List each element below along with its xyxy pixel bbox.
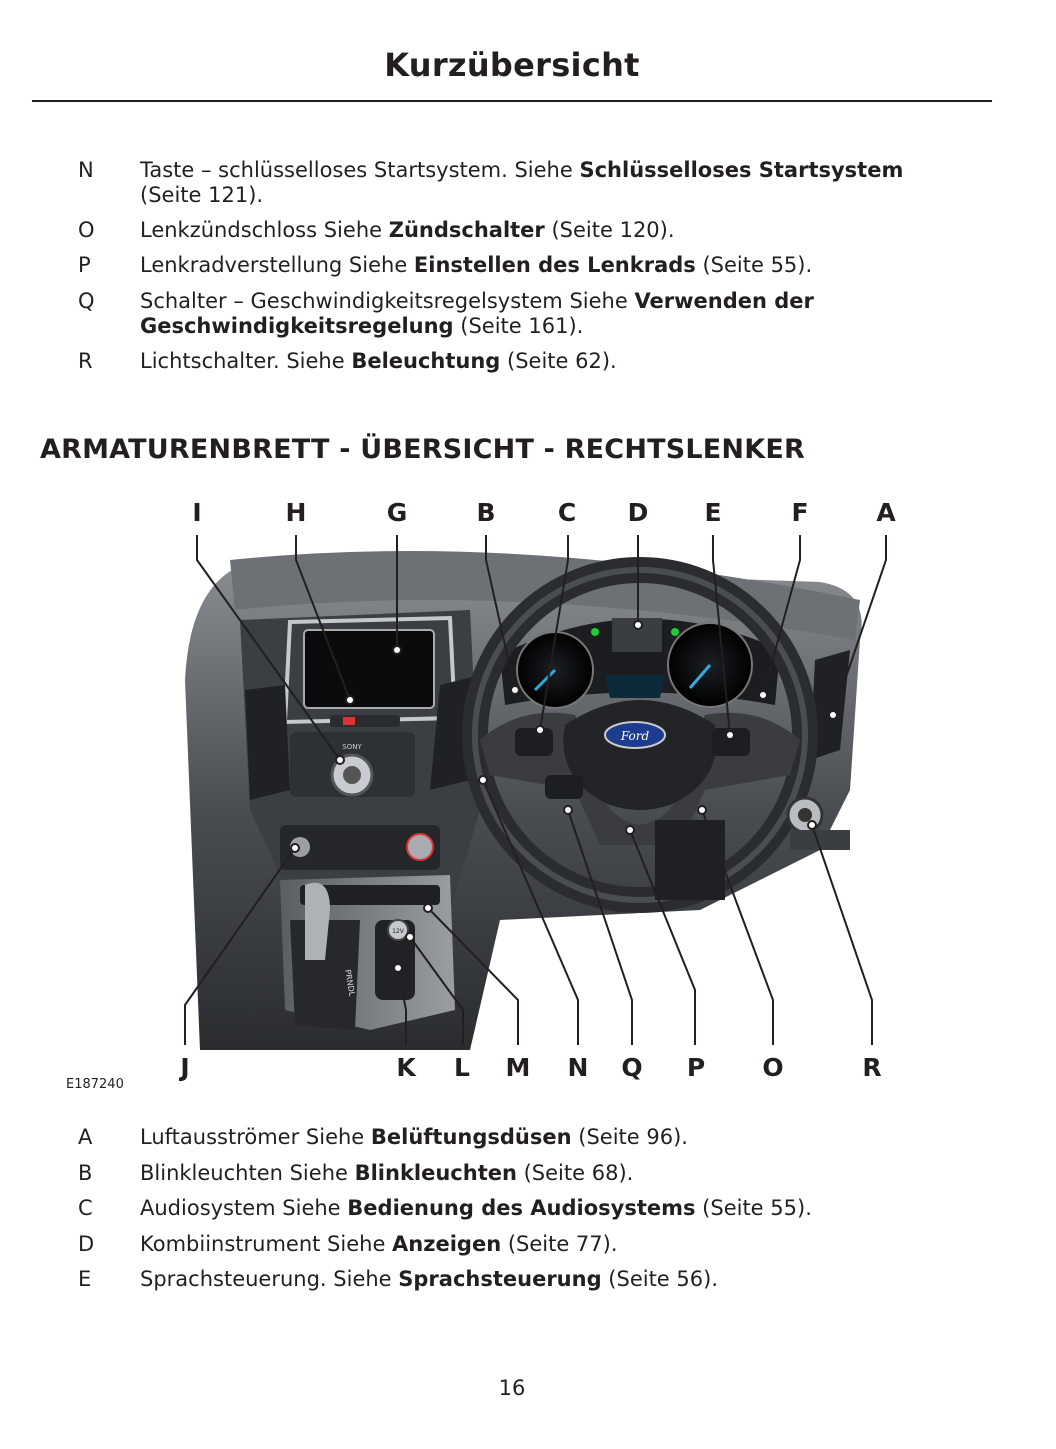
callout-e: E: [704, 498, 722, 527]
gear-indicator: PRNDL: [343, 968, 357, 997]
legend-key: A: [78, 1125, 93, 1149]
legend-key: B: [78, 1161, 93, 1185]
legend-link[interactable]: Schlüsselloses Startsystem: [579, 158, 904, 182]
legend-link[interactable]: Blinkleuchten: [354, 1161, 517, 1185]
temperature-knob: [407, 834, 433, 860]
legend-link[interactable]: Zündschalter: [388, 218, 545, 242]
ford-badge-text: Ford: [620, 729, 650, 743]
legend-page-ref: (Seite 161).: [453, 314, 584, 338]
audio-controls: [515, 728, 553, 756]
dashboard-illustration: [0, 490, 1056, 1100]
legend-text: Audiosystem Siehe: [140, 1196, 348, 1220]
legend-page-ref: (Seite 55).: [695, 253, 813, 277]
legend-link[interactable]: Beleuchtung: [351, 349, 501, 373]
section-heading: ARMATURENBRETT - ÜBERSICHT - RECHTSLENKER: [40, 434, 805, 465]
page-number: 16: [498, 1376, 526, 1400]
legend-page-ref: (Seite 77).: [501, 1232, 618, 1256]
infotainment-screen: [304, 630, 434, 708]
callout-q: Q: [621, 1053, 643, 1082]
bottom-callouts: [178, 1053, 881, 1082]
socket-label: 12V: [392, 928, 404, 935]
cruise-control-switch: [545, 775, 583, 799]
steering-column: [655, 820, 725, 900]
callout-d: D: [627, 498, 649, 527]
callout-j: J: [180, 1053, 190, 1082]
figure-id: E187240: [66, 1077, 124, 1092]
legend-text: Lichtschalter. Siehe: [140, 349, 352, 373]
legend-link[interactable]: Anzeigen: [392, 1232, 502, 1256]
legend-link[interactable]: Einstellen des Lenkrads: [413, 253, 696, 277]
callout-a: A: [876, 498, 896, 527]
page-title: Kurzübersicht: [384, 46, 640, 84]
legend-page-ref: (Seite 121).: [140, 183, 264, 207]
legend-page-ref: (Seite 62).: [500, 349, 617, 373]
legend-link[interactable]: Belüftungsdüsen: [370, 1125, 572, 1149]
callout-c: C: [557, 498, 577, 527]
legend-text: Sprachsteuerung. Siehe: [140, 1267, 399, 1291]
legend-text: Schalter – Geschwindigkeitsregelsystem Siehe: [140, 289, 635, 313]
hazard-strip: [330, 715, 400, 727]
legend-page-ref: (Seite 55).: [695, 1196, 812, 1220]
legend-text: Taste – schlüsselloses Startsystem. Siehe: [140, 158, 580, 182]
legend-page-ref: (Seite 96).: [571, 1125, 688, 1149]
legend-link[interactable]: Bedienung des Audiosystems: [347, 1196, 696, 1220]
legend-key: D: [78, 1232, 95, 1256]
callout-p: P: [686, 1053, 706, 1082]
cluster-center-display: [605, 675, 665, 698]
left-vent: [245, 685, 290, 800]
callout-k: K: [396, 1053, 416, 1082]
legend-link[interactable]: Sprachsteuerung: [398, 1267, 602, 1291]
legend-key: R: [78, 349, 93, 373]
legend-text: Lenkradverstellung Siehe: [140, 253, 414, 277]
callout-f: F: [791, 498, 809, 527]
legend-key: O: [78, 218, 95, 242]
callout-n: N: [567, 1053, 589, 1082]
callout-m: M: [505, 1053, 531, 1082]
legend-key: N: [78, 158, 94, 182]
callout-b: B: [476, 498, 496, 527]
top-callouts: [192, 498, 896, 527]
callout-h: H: [285, 498, 307, 527]
legend-text: Blinkleuchten Siehe: [140, 1161, 355, 1185]
callout-o: O: [762, 1053, 784, 1082]
legend-key: E: [78, 1267, 92, 1291]
legend-key: P: [78, 253, 91, 277]
legend-page-ref: (Seite 68).: [516, 1161, 634, 1185]
callout-l: L: [454, 1053, 470, 1082]
callout-r: R: [862, 1053, 882, 1082]
legend-text: Lenkzündschloss Siehe: [140, 218, 389, 242]
legend-page-ref: (Seite 120).: [544, 218, 675, 242]
dashboard-figure: [0, 490, 1056, 1100]
title-divider: [32, 100, 992, 102]
legend-link[interactable]: Verwenden der Geschwindigkeitsregelung: [140, 289, 814, 338]
callout-g: G: [386, 498, 408, 527]
legend-key: C: [78, 1196, 93, 1220]
callout-i: I: [192, 498, 202, 527]
legend-page-ref: (Seite 56).: [601, 1267, 718, 1291]
legend-text: Luftausströmer Siehe: [140, 1125, 371, 1149]
legend-key: Q: [78, 289, 95, 313]
radio-brand: SONY: [342, 743, 362, 751]
legend-text: Kombiinstrument Siehe: [140, 1232, 393, 1256]
